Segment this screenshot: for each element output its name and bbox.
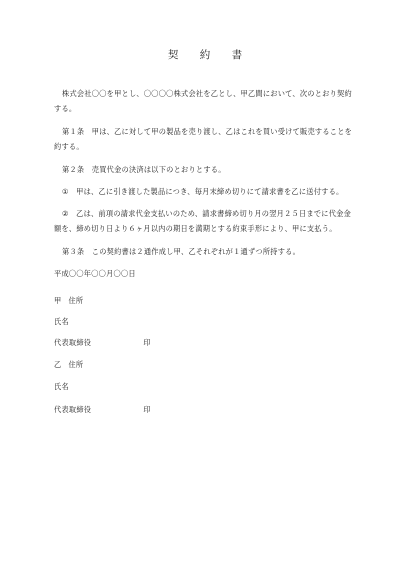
party-b-rep-label: 代表取締役 (54, 405, 92, 414)
preamble-paragraph: 株式会社〇〇を甲とし、〇〇〇〇株式会社を乙とし、甲乙間において、次のとおり契約する。 (54, 89, 352, 113)
article-1: 第１条 甲は、乙に対して甲の製品を売り渡し、乙はこれを買い受けて販売することを約する。 (54, 127, 353, 151)
party-a-name-label: 氏名 (54, 317, 69, 326)
article-2-item-2: ② 乙は、前項の請求代金支払いのため、請求書締め切り月の翌月２５日までに代金金額を、締め切り日より６ヶ月以内の期日を満期とする約束手形により、甲に支払う。 (54, 209, 352, 233)
party-b-seal: 印 (143, 405, 151, 414)
party-a-mark: 甲 (54, 296, 62, 305)
party-b-representative-line (54, 402, 151, 417)
party-a-rep-label: 代表取締役 (54, 338, 92, 347)
contract-date: 平成〇〇年〇〇月〇〇日 (54, 269, 136, 278)
document-title: 契 約 書 (167, 49, 252, 61)
article-2: 第２条 売買代金の決済は以下のとおりとする。 (62, 165, 226, 174)
party-a-address-line (54, 293, 83, 308)
article-2-item-1: ① 甲は、乙に引き渡した製品につき、毎月末締め切りにて請求書を乙に送付する。 (62, 187, 344, 196)
article-3: 第３条 この契約書は２通作成し甲、乙それぞれが１通ずつ所持する。 (62, 247, 301, 256)
party-b-address-label: 住所 (68, 360, 84, 369)
party-a-address-label: 住所 (68, 296, 84, 305)
party-b-name-label: 氏名 (54, 382, 69, 391)
party-b-address-line (54, 357, 83, 372)
party-a-representative-line (54, 335, 151, 350)
party-b-mark: 乙 (54, 360, 62, 369)
party-a-seal: 印 (143, 338, 151, 347)
